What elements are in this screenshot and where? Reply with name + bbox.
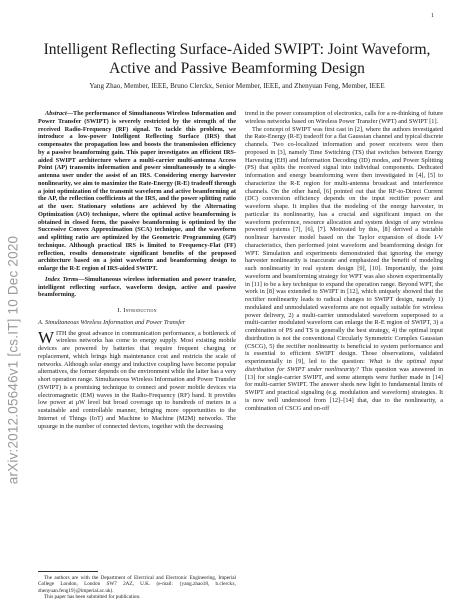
right-paragraph-2-text: The concept of SWIPT was first cast in [2], where the authors investigated the Rate-Energy (R-E) tradeoff for a flat Gaussian channel and typical discrete channels. Two co-localized information and power receivers were then proposed in [3], namely Time Switching (TS) that switches between Energy Harvesting (EH) and Information Decoding (ID) modes, and Power Splitting (PS) that splits the received signal into individual components. Dedicated information and energy beamforming were then investigated in [4], [5] to characterize the R-E region for multi-antenna broadcast and interference channels. On the other hand, [6] pointed out that the RF-to-Direct Current (DC) conversion efficiency depends on the input rectifier power and waveform shape. It implies that the modeling of the energy harvester, in particular its nonlinearity, has a crucial and significant impact on the waveform preference, resource allocation and system design of any wireless powered systems [7], [6], [7]. Motivated by this, [8] derived a tractable nonlinear harvester model based on the Taylor expansion of diode I-V characteristics, then performed joint waveform and beamforming design for WPT. Simulation and experiments demonstrated that ignoring the energy harvester nonlinearity is inaccurate and emphasized the benefit of modeling such nonlinearity in real system design [9], [10]. Importantly, the joint waveform and beamforming strategy for WPT was also shown experimentally in [11] to be a key technique to expand the operation range. Beyond WPT, the work in [8] was extended to SWIPT in [12], which uniquely showed that the rectifier nonlinearity leads to radical changes to SWIPT design, namely 1) modulated and unmodulated waveforms are not equally suitable for wireless power delivery, 2) a multi-carrier unmodulated waveform superposed to a multi-carrier modulated waveform can enlarge the R-E region of SWIPT, 3) a combination of PS and TS is generally the best strategy, 4) the optimal input distribution is not the conventional Circularly Symmetric Complex Gaussian (CSCG), 5) the rectifier nonlinearity is beneficial to system performance and is essential to efficient SWIPT design. Those observations, validated experimentally in [9], led to the question: [245,125,443,365]
abstract-label: Abstract [45,110,67,117]
intro-text: ITH the great advance in communication performance, a bottleneck of wireless networks has come to energy supply. Most existing mobile devices are powered by batteries that require frequent charging or replacement, which brings high maintenance cost and restricts the scale of networks. Although solar energy and inductive coupling have become popular alternatives, the former depends on the environment while the latter has a very short operation range. Simultaneous Wireless Information and Power Transfer (SWIPT) is a promising technique to connect and power mobile devices via electromagnetic (EM) waves in the Radio-Frequency (RF) band. It provides low power at μW level but broad coverage up to hundreds of meters in a sustainable and controllable manner, bringing more opportunities to the Internet of Things (IoT) and Machine to Machine (M2M) networks. The upsurge in the number of connected devices, together with the decreasing [38,329,236,430]
author-list: Yang Zhao, Member, IEEE, Bruno Clerckx, Senior Member, IEEE, and Zhenyuan Feng, Member, IEEE [89,82,385,90]
footnote-divider [38,571,98,572]
drop-cap: W [38,327,55,347]
research-question: What is the optimal input distribution for SWIPT under nonlinearity? [245,358,443,373]
index-terms-label: Index Terms [45,275,79,283]
footnote-submission: This paper has been submitted for publication. [44,594,141,601]
footnote-affiliation: The authors are with the Department of Electrical and Electronic Engineering, Imperial College London, London SW7 2AZ, U.K. (e-mail: {yang.zhao18, b.clerckx, zhenyuan.feng19}@imperial.ac.uk). [38,575,236,594]
abstract-text: —The performance of Simultaneous Wireless Information and Power Transfer (SWIPT) is severely restricted by the strength of the received Radio-Frequency (RF) signal. To tackle this problem, we introduce a low-power Intelligent Reflecting Surface (IRS) that compensates the propagation loss and boosts the transmission efficiency by a passive beamforming gain. This paper investigates an efficient IRS-aided SWIPT architecture where a multi-carrier multi-antenna Access Point (AP) transmits information and power simultaneously to a single-antenna user under the assist of an IRS. Considering energy harvester nonlinearity, we aim to maximize the Rate-Energy (R-E) tradeoff through a joint optimization of the transmit waveform and active beamforming at the AP, the reflection coefficients at the IRS, and the power splitting ratio at the user. Stationary solutions are achieved by the Alternating Optimization (AO) technique, where the optimal active beamforming is obtained in closed form, the passive beamforming is optimized by the Successive Convex Approximation (SCA) technique, and the waveform and splitting ratio are optimized by the Geometric Programming (GP) technique. Although practical IRS is limited to Frequency-Flat (FF) reflection, results demonstrate significant benefits of the proposed architecture based on a joint waveform and beamforming design to enlarge the R-E region of IRS-aided SWIPT. [38,110,236,272]
abstract [38,110,236,273]
arxiv-stamp [6,180,20,540]
paper-title: Intelligent Reflecting Surface-Aided SWIPT: Joint Waveform, Active and Passive Beamforming Design [43,41,431,77]
right-paragraph-2-end: This question was answered in [13] for single-carrier SWIPT, and some attempts were further made in [14] for multi-carrier SWIPT. The answer sheds new light to fundamental limits of SWIPT and practical signaling (e.g. modulation and waveform) strategies. It is now well understood from [12]–[14] that, due to the nonlinearity, a combination of CSCG and on-off [245,365,443,412]
index-terms [38,276,236,299]
subsection-heading: A. Simultaneous Wireless Information and Power Transfer [38,318,186,326]
right-column [245,110,443,412]
intro-paragraph [38,327,236,431]
right-paragraph-1: trend in the power consumption of electronics, calls for a re-thinking of future wireless networks based on Wireless Power Transfer (WPT) and SWIPT [1]. [245,110,443,125]
right-paragraph-2 [245,126,443,413]
footnotes [38,575,236,601]
page-number: 1 [431,13,434,19]
left-column [38,110,236,430]
index-terms-text: —Simultaneous wireless information and power transfer, intelligent reflecting surface, waveform design, active and passive beamforming. [38,275,236,299]
arxiv-stamp-text: arXiv:2012.05646v1 [cs.IT] 10 Dec 2020 [5,235,21,485]
section-heading: I. Introduction [117,307,157,314]
